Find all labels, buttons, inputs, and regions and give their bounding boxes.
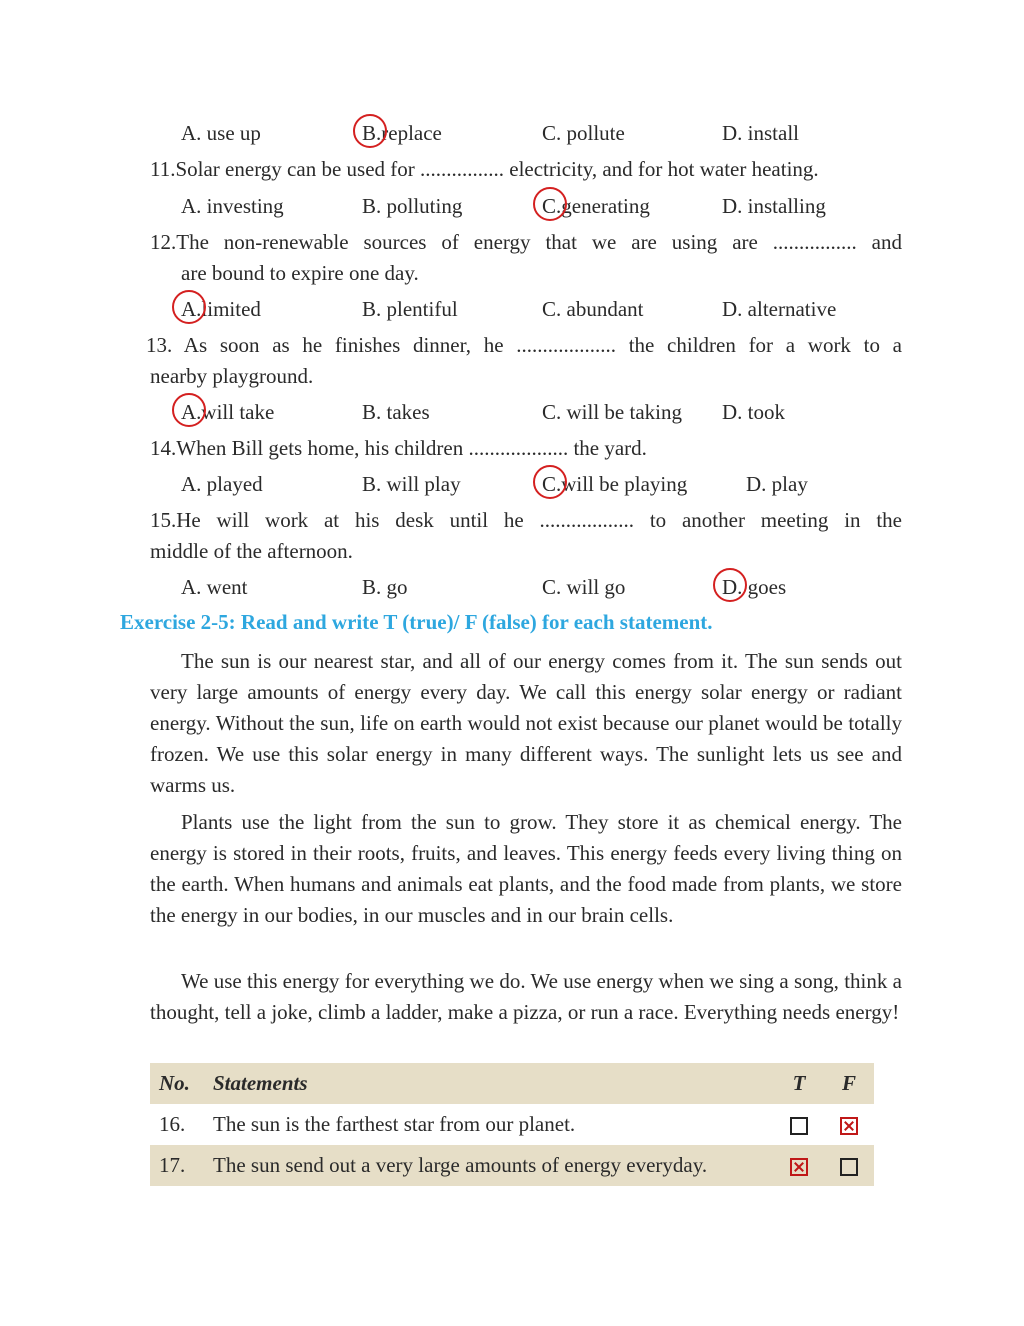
false-checkbox[interactable]	[840, 1158, 858, 1176]
passage-paragraph-1: The sun is our nearest star, and all of our energy comes from it. The sun sends out very large amounts of energy every day. We call this energy solar energy or radiant energy. Without the sun, life on earth would not exist because our planet would be totally frozen. We use this solar energy in many different ways. The sunlight lets us see and warms us.	[150, 649, 902, 797]
q10-option-b-text: replace	[381, 121, 442, 145]
q10-option-b[interactable]	[362, 121, 442, 146]
q13-option-a[interactable]	[181, 400, 274, 425]
answer-circle	[533, 187, 567, 221]
q12-stem-line1: 12.The non-renewable sources of energy that we are using are ................ and	[150, 230, 902, 254]
passage-paragraph-3: We use this energy for everything we do. We use energy when we sing a song, think a thought, tell a joke, climb a ladder, make a pizza, or run a race. Everything needs energy!	[150, 969, 902, 1024]
q15-option-d-text: goes	[747, 575, 787, 599]
row-statement: The sun is the farthest star from our planet.	[213, 1112, 576, 1136]
q11-option-c-letter: C.	[542, 194, 561, 219]
q10-option-d: D. install	[722, 121, 799, 145]
q14-option-b: B. will play	[362, 472, 461, 496]
q11-option-d: D. installing	[722, 194, 826, 218]
q13-stem-line2: nearby playground.	[150, 364, 314, 388]
q12-option-a-letter: A.	[181, 297, 201, 322]
true-checkbox[interactable]	[790, 1117, 808, 1135]
q12-option-d: D. alternative	[722, 297, 837, 321]
row-number: 17.	[159, 1153, 186, 1177]
q14-option-c[interactable]	[542, 472, 687, 497]
header-false: F	[841, 1071, 856, 1095]
exercise-title: Exercise 2-5: Read and write T (true)/ F (false) for each statement.	[120, 610, 713, 634]
answer-circle	[172, 290, 206, 324]
q10-option-c: C. pollute	[542, 121, 625, 145]
q12-option-a-text: limited	[201, 297, 261, 321]
q11-option-b: B. polluting	[362, 194, 463, 218]
q12-option-a[interactable]	[181, 297, 261, 322]
q14-option-c-text: will be playing	[561, 472, 688, 496]
q11-stem: 11.Solar energy can be used for ................ electricity, and for hot water heating.	[150, 157, 819, 181]
header-statements: Statements	[213, 1071, 308, 1095]
q14-option-d: D. play	[746, 472, 808, 496]
passage-paragraph-2: Plants use the light from the sun to grow. They store it as chemical energy. The energy is stored in their roots, fruits, and leaves. This energy feeds every living thing on the earth. When humans and animals eat plants, and the food made from plants, we store the energy in our bodies, in our muscles and in our brain cells.	[150, 810, 902, 927]
table-header-row	[150, 1063, 874, 1104]
q14-stem: 14.When Bill gets home, his children ................... the yard.	[150, 436, 647, 460]
row-number: 16.	[159, 1112, 186, 1136]
header-no: No.	[159, 1071, 190, 1095]
false-checkbox-checked[interactable]	[840, 1117, 858, 1135]
answer-circle	[713, 568, 747, 602]
q12-stem-line2: are bound to expire one day.	[181, 261, 419, 285]
q13-option-a-text: will take	[201, 400, 275, 424]
true-checkbox-checked[interactable]	[790, 1158, 808, 1176]
q14-option-a: A. played	[181, 472, 263, 496]
q11-option-c-text: generating	[561, 194, 650, 218]
q15-stem-line1: 15.He will work at his desk until he .................. to another meeting in the	[150, 508, 902, 532]
q13-option-c: C. will be taking	[542, 400, 682, 424]
row-statement: The sun send out a very large amounts of energy everyday.	[213, 1153, 708, 1177]
q10-option-a: A. use up	[181, 121, 261, 145]
q10-option-b-letter: B.	[362, 121, 381, 146]
q11-option-c[interactable]	[542, 194, 650, 219]
q15-option-d-letter: D.	[722, 575, 742, 600]
q13-option-b: B. takes	[362, 400, 430, 424]
q12-option-b: B. plentiful	[362, 297, 458, 321]
answer-circle	[533, 465, 567, 499]
table-row	[150, 1145, 874, 1186]
q13-option-a-letter: A.	[181, 400, 201, 425]
table-row	[150, 1104, 874, 1145]
answer-circle	[172, 393, 206, 427]
q15-stem-line2: middle of the afternoon.	[150, 539, 353, 563]
answer-circle	[353, 114, 387, 148]
q13-option-d: D. took	[722, 400, 785, 424]
q15-option-a: A. went	[181, 575, 248, 599]
q12-option-c: C. abundant	[542, 297, 644, 321]
q13-stem-line1: 13. As soon as he finishes dinner, he ................... the children for a work to a	[146, 333, 902, 357]
q15-option-d[interactable]	[722, 575, 786, 600]
statements-table	[150, 1063, 874, 1186]
header-true: T	[792, 1071, 806, 1095]
q11-option-a: A. investing	[181, 194, 284, 218]
q15-option-b: B. go	[362, 575, 408, 599]
q14-option-c-letter: C.	[542, 472, 561, 497]
q15-option-c: C. will go	[542, 575, 626, 599]
